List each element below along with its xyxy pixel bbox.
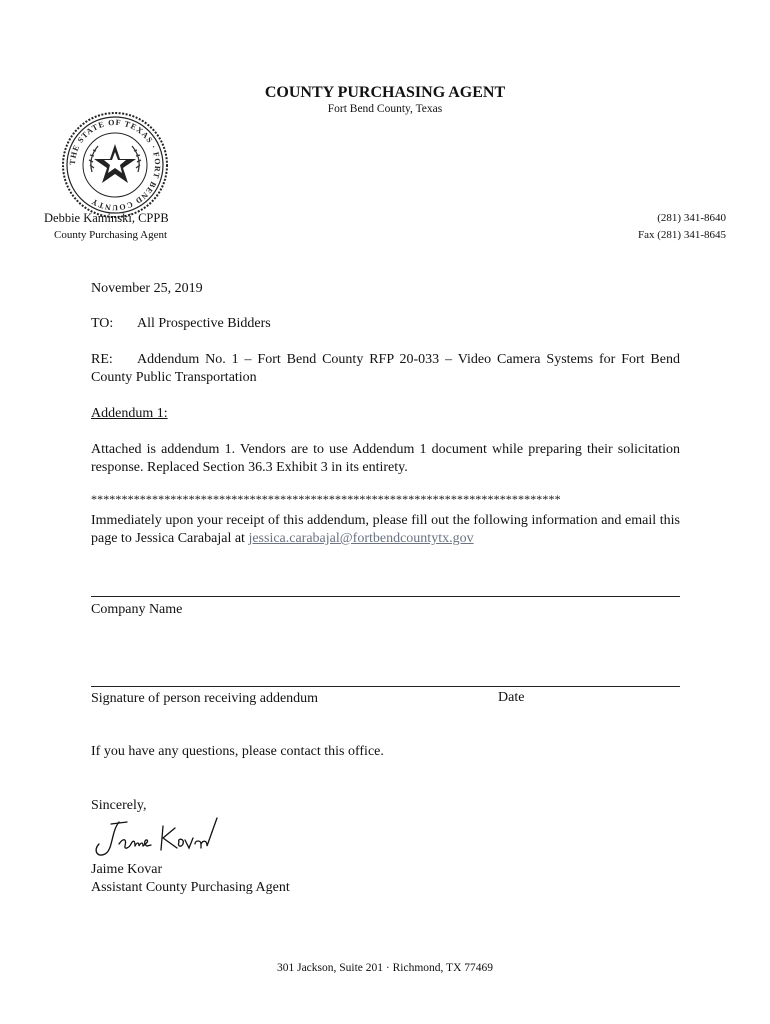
questions-text: If you have any questions, please contact this office. bbox=[91, 744, 384, 759]
letterhead-title: COUNTY PURCHASING AGENT bbox=[264, 84, 506, 101]
signature-line[interactable] bbox=[91, 686, 680, 687]
to-line bbox=[91, 315, 680, 333]
re-line bbox=[91, 351, 680, 387]
addendum-heading: Addendum 1: bbox=[91, 406, 168, 421]
signer-title: Assistant County Purchasing Agent bbox=[91, 880, 290, 895]
attached-paragraph: Attached is addendum 1. Vendors are to use Addendum 1 document while preparing their solicitation response. Replaced Section 36.3 Exhibit 3 in its entirety. bbox=[91, 442, 680, 475]
letter-date: November 25, 2019 bbox=[91, 281, 203, 296]
phone-number: (281) 341-8640 bbox=[657, 212, 726, 224]
footer-address: 301 Jackson, Suite 201 · Richmond, TX 77469 bbox=[276, 962, 494, 974]
county-seal-icon bbox=[60, 110, 170, 220]
signature-label: Signature of person receiving addendum bbox=[91, 691, 319, 706]
to-label: TO: bbox=[91, 316, 114, 331]
company-name-label: Company Name bbox=[91, 602, 183, 617]
closing-text: Sincerely, bbox=[91, 798, 147, 813]
handwritten-signature-icon bbox=[91, 814, 221, 862]
fax-number: Fax (281) 341-8645 bbox=[638, 229, 726, 241]
agent-name: Debbie Kaminski, CPPB bbox=[44, 211, 169, 225]
re-label: RE: bbox=[91, 352, 113, 367]
signer-name: Jaime Kovar bbox=[91, 862, 163, 877]
instructions-text: Immediately upon your receipt of this addendum, please fill out the following information and email this page to Jessica Carabajal at bbox=[91, 513, 680, 546]
instructions-paragraph bbox=[91, 512, 680, 548]
date-label: Date bbox=[498, 690, 525, 705]
to-value: All Prospective Bidders bbox=[137, 316, 271, 331]
agent-role: County Purchasing Agent bbox=[54, 229, 168, 241]
letterhead-subtitle: Fort Bend County, Texas bbox=[327, 103, 443, 115]
re-value: Addendum No. 1 – Fort Bend County RFP 20-033 – Video Camera Systems for Fort Bend County Public Transportation bbox=[91, 352, 680, 385]
separator-line: ***************************************************************************** bbox=[91, 492, 561, 506]
company-name-line[interactable] bbox=[91, 596, 680, 597]
seal-lettering: THE STATE OF TEXAS · FORT BEND COUNTY bbox=[67, 117, 163, 213]
email-link[interactable]: jessica.carabajal@fortbendcountytx.gov bbox=[248, 531, 474, 546]
